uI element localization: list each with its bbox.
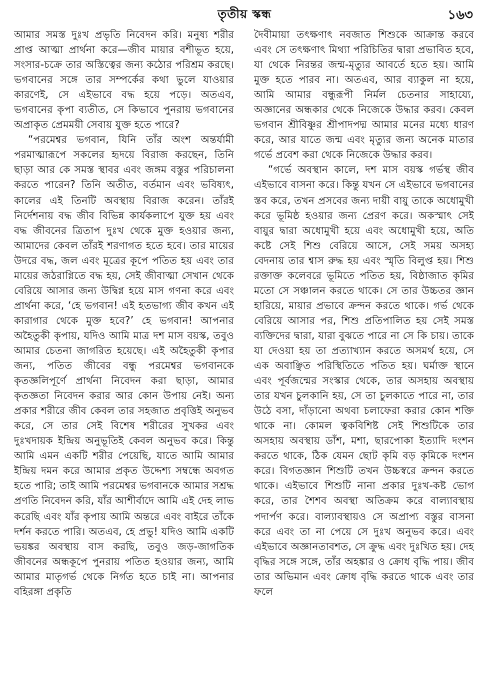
- paragraph: দৈবীমায়া তৎক্ষণাৎ নবজাত শিশুকে আক্রান্ত করবে এবং সে তৎক্ষণাৎ মিথ্যা পরিচিতির দ্বারা প্রভাবিত হবে, যা থেকে নিরন্তর জন্ম-মৃত্যুর আবর্তে হতে হয়। আমি মুক্ত হতে পারব না। অতএব, আর ব্যাকুল না হয়ে, আমি আমার বন্ধুরূপী নির্মল চেতনার সাহায্যে, অজ্ঞানের অন্ধকার থেকে নিজেকে উদ্ধার করব। কেবল ভগবান শ্রীবিষ্ণুর শ্রীপাদপদ্ম আমার মনের মধ্যে ধারণ করে, আর যাতে জন্ম এবং মৃত্যুর জন্য অনেক মাতার গর্ভে প্রবেশ করা থেকে নিজেকে উদ্ধার করব।: [254, 30, 474, 162]
- left-column: [14, 28, 234, 688]
- running-title: তৃতীয় স্কন্ধ: [217, 7, 272, 21]
- quoted-paragraph: “গর্ভে অবস্থান কালে, দশ মাস বয়স্ক গর্ভস্থ জীব এইভাবে বাসনা করে। কিন্তু যখন সে এইভাবে ভগবানের স্তব করে, তখন প্রসবের জন্য দায়ী বায়ু তাকে অধোমুখী করে ভূমিষ্ঠ হওয়ার জন্য প্রেরণ করে। অকস্মাৎ সেই বায়ুর দ্বারা অধোমুখী হয়ে এবং অধোমুখী হয়ে, অতি কষ্টে সেই শিশু বেরিয়ে আসে, সেই সময় অসহ্য বেদনায় তার শ্বাস রুদ্ধ হয় এবং স্মৃতি বিলুপ্ত হয়। শিশু রক্তাক্ত কলেবরে ভূমিতে পতিত হয়, বিষ্ঠাজাত কৃমির মতো সে সঞ্চালন করতে থাকে। সে তার উচ্চতর জ্ঞান হারিয়ে, মায়ার প্রভাবে ক্রন্দন করতে থাকে। গর্ভ থেকে বেরিয়ে আসার পর, শিশু প্রতিপালিত হয় সেই সমস্ত ব্যক্তিদের দ্বারা, যারা বুঝতে পারে না সে কি চায়। তাকে যা দেওয়া হয় তা প্রত্যাখ্যান করতে অসমর্থ হয়ে, সে এক অবাঞ্ছিত পরিস্থিতিতে পতিত হয়। ঘর্মাক্ত স্থানে এবং পূর্বজন্মের সংস্কার থেকে, তার অসহায় অবস্থায় তার যখন চুলকানি হয়, সে তা চুলকাতে পারে না, তার উঠে বসা, দাঁড়ানো অথবা চলাফেরা করার কোন শক্তি থাকে না। কোমল ত্বকবিশিষ্ট সেই শিশুটিকে তার অসহায় অবস্থায় ডাঁশ, মশা, ছারপোকা ইত্যাদি দংশন করতে থাকে, ঠিক যেমন ছোট কৃমি বড় কৃমিকে দংশন করে। বিগতজ্ঞান শিশুটি তখন উচ্চস্বরে ক্রন্দন করতে থাকে। এইভাবে শিশুটি নানা প্রকার দুঃখ-কষ্ট ভোগ করে, তার শৈশব অবস্থা অতিক্রম করে বাল্যাবস্থায় পদার্পণ করে। বাল্যাবস্থায়ও সে অপ্রাপ্য বস্তুর বাসনা করে এবং তা না পেয়ে সে দুঃখ অনুভব করে। এবং এইভাবে অজ্ঞানতাবশত, সে ক্রুদ্ধ এবং দুঃখিত হয়। দেহ বৃদ্ধির সঙ্গে সঙ্গে, তাঁর অহঙ্কার ও ক্রোধ বৃদ্ধি পায়। জীব তার অভিমান এবং ক্রোধ বৃদ্ধি করতে থাকে এবং তার ফলে: [254, 165, 474, 598]
- page-body: [14, 28, 475, 688]
- page-header: [0, 6, 489, 24]
- paragraph: আমার সমস্ত দুঃখ প্রভৃতি নিবেদন করি। মনুষ্য শরীর প্রাপ্ত আত্মা প্রার্থনা করে—জীব মায়ার বশীভূত হয়ে, সংসার-চক্রে তার অস্তিত্বের জন্য কঠোর পরিশ্রম করছে। ভগবানের সঙ্গে তার সম্পর্কের কথা ভুলে যাওয়ার কারণেই, সে এইভাবে বদ্ধ হয়ে পড়ে। অতএব, ভগবানের কৃপা ব্যতীত, সে কিভাবে পুনরায় ভগবানের অপ্রাকৃত প্রেমময়ী সেবায় যুক্ত হতে পারে?: [14, 30, 234, 132]
- page-number: ১৬৩: [447, 8, 473, 23]
- quoted-paragraph: “পরমেশ্বর ভগবান, যিনি তাঁর অংশ অন্তর্যামী পরমাত্মারূপে সকলের হৃদয়ে বিরাজ করছেন, তিনি ছাড়া আর কে সমস্ত স্থাবর এবং জঙ্গম বস্তুর পরিচালনা করতে পারেন? তিনি অতীত, বর্তমান এবং ভবিষ্যৎ, কালের এই তিনটি অবস্থায় বিরাজ করেন। তাঁরই নির্দেশনায় বদ্ধ জীব বিভিন্ন কার্যকলাপে যুক্ত হয় এবং বদ্ধ জীবনের ত্রিতাপ দুঃখ থেকে মুক্ত হওয়ার জন্য, আমাদের কেবল তাঁরই শরণাগত হতে হবে। তার মায়ের উদরে বদ্ধ, জল এবং মূত্রের কূপে পতিত হয় এবং তার মায়ের জঠরাগ্নিতে বদ্ধ হয়, সেই জীবাত্মা সেখান থেকে বেরিয়ে আসার জন্য উদ্বিগ্ন হয়ে মাস গণনা করে এবং প্রার্থনা করে, ‘হে ভগবান! এই হতভাগ্য জীব কখন এই কারাগার থেকে মুক্ত হবে?’ হে ভগবান! আপনার অহৈতুকী কৃপায়, যদিও আমি মাত্র দশ মাস বয়স্ক, তবুও আমার চেতনা জাগরিত হয়েছে। এই অহৈতুকী কৃপার জন্য, পতিত জীবের বন্ধু পরমেশ্বর ভগবানকে কৃতজ্ঞলিপূর্ণে প্রার্থনা নিবেদন করা ছাড়া, আমার কৃতজ্ঞতা নিবেদন করার আর কোন উপায় নেই। অন্য প্রকার শরীরে জীব কেবল তার সহজাত প্রবৃত্তিই অনুভব করে, সে তার সেই বিশেষ শরীরের সুখকর এবং দুঃখদায়ক ইন্দ্রিয় অনুভূতিই কেবল অনুভব করে। কিন্তু আমি এমন একটি শরীর পেয়েছি, যাতে আমি আমার ইন্দ্রিয় দমন করে আমার প্রকৃত উদ্দেশ্য সম্বন্ধে অবগত হতে পারি; তাই আমি পরমেশ্বর ভগবানকে আমার সশ্রদ্ধ প্রণতি নিবেদন করি, যাঁর আশীর্বাদে আমি এই দেহ লাভ করেছি এবং যাঁর কৃপায় আমি অন্তরে এবং বাইরে তাঁকে দর্শন করতে পারি। অতএব, হে প্রভু! যদিও আমি একটি ভয়ঙ্কর অবস্থায় বাস করছি, তবুও জড়-জাগতিক জীবনের অন্ধকূপে পুনরায় পতিত হওয়ার জন্য, আমি আমার মাতৃগর্ভ থেকে নির্গত হতে চাই না। আপনার বহিরঙ্গা প্রকৃতি: [14, 135, 234, 598]
- right-column: [254, 28, 474, 688]
